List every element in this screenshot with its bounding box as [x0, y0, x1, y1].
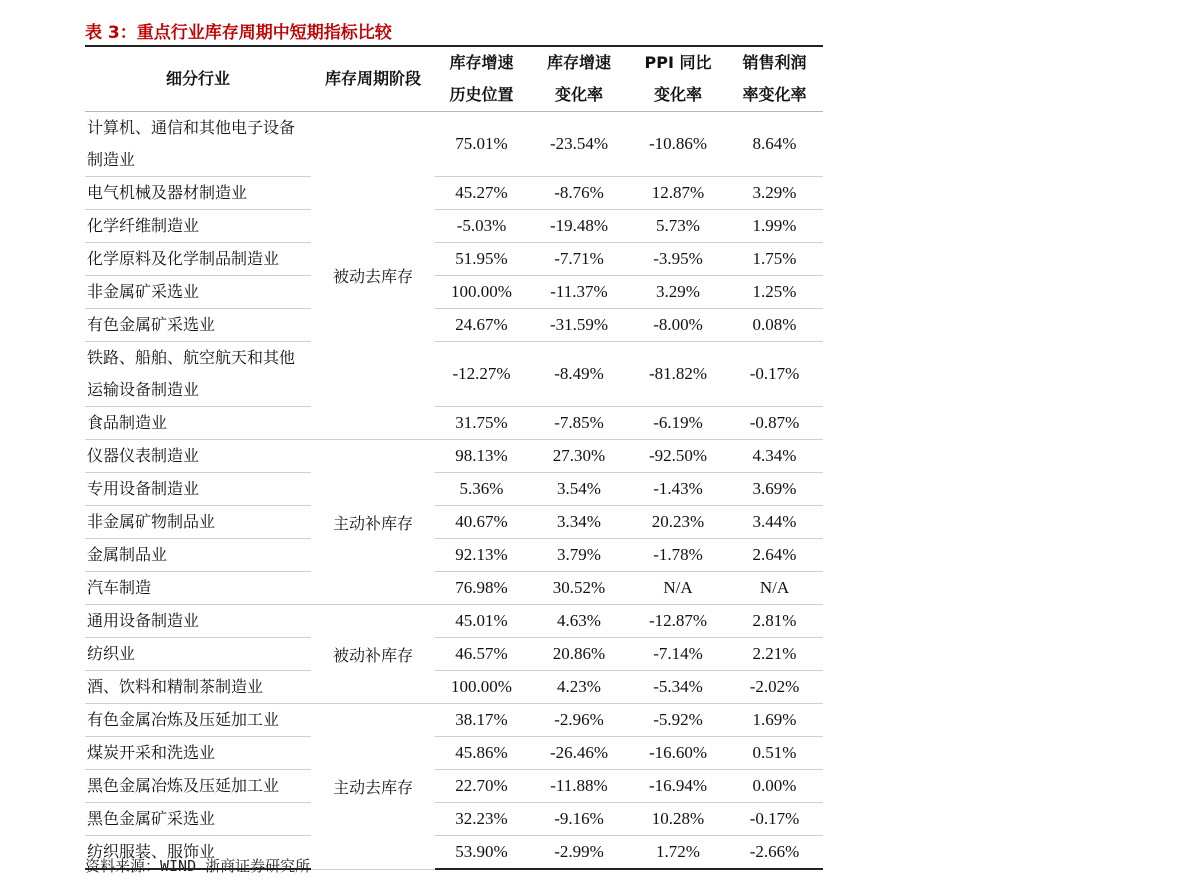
hist-position-cell: -12.27%: [435, 342, 528, 407]
margin-change-cell: 0.51%: [726, 737, 823, 770]
inventory-change-cell: 3.34%: [528, 506, 630, 539]
table-row: [85, 803, 823, 836]
industry-cell: 化学原料及化学制品制造业: [85, 243, 311, 276]
table-row: [85, 473, 823, 506]
industry-cell: 煤炭开采和洗选业: [85, 737, 311, 770]
margin-change-cell: 2.64%: [726, 539, 823, 572]
inventory-change-cell: -19.48%: [528, 210, 630, 243]
margin-change-cell: -0.17%: [726, 803, 823, 836]
margin-change-cell: 1.25%: [726, 276, 823, 309]
header-ppi-change: PPI 同比 变化率: [630, 46, 726, 112]
industry-cell: 铁路、船舶、航空航天和其他 运输设备制造业: [85, 342, 311, 407]
data-table-container: [85, 45, 823, 870]
hist-position-cell: 76.98%: [435, 572, 528, 605]
table-row: [85, 506, 823, 539]
margin-change-cell: 1.99%: [726, 210, 823, 243]
table-row: [85, 440, 823, 473]
industry-cell: 非金属矿采选业: [85, 276, 311, 309]
inventory-change-cell: -9.16%: [528, 803, 630, 836]
table-row: [85, 243, 823, 276]
ppi-change-cell: -5.92%: [630, 704, 726, 737]
inventory-change-cell: -11.88%: [528, 770, 630, 803]
margin-change-cell: -2.02%: [726, 671, 823, 704]
ppi-change-cell: -8.00%: [630, 309, 726, 342]
industry-cell: 金属制品业: [85, 539, 311, 572]
margin-change-cell: -2.66%: [726, 836, 823, 870]
ppi-change-cell: -7.14%: [630, 638, 726, 671]
industry-cell: 专用设备制造业: [85, 473, 311, 506]
hist-position-cell: 100.00%: [435, 671, 528, 704]
inventory-change-cell: 20.86%: [528, 638, 630, 671]
industry-cell: 有色金属冶炼及压延加工业: [85, 704, 311, 737]
hist-position-cell: 32.23%: [435, 803, 528, 836]
industry-cell: 化学纤维制造业: [85, 210, 311, 243]
table-row: [85, 638, 823, 671]
margin-change-cell: 3.29%: [726, 177, 823, 210]
hist-position-cell: 24.67%: [435, 309, 528, 342]
industry-cell: 非金属矿物制品业: [85, 506, 311, 539]
stage-cell: 主动去库存: [311, 704, 435, 870]
table-row: [85, 737, 823, 770]
hist-position-cell: 45.01%: [435, 605, 528, 638]
inventory-change-cell: 4.23%: [528, 671, 630, 704]
industry-cell: 汽车制造: [85, 572, 311, 605]
margin-change-cell: 3.44%: [726, 506, 823, 539]
ppi-change-cell: 10.28%: [630, 803, 726, 836]
industry-cell: 有色金属矿采选业: [85, 309, 311, 342]
hist-position-cell: 98.13%: [435, 440, 528, 473]
industry-cell: 计算机、通信和其他电子设备 制造业: [85, 112, 311, 177]
table-row: [85, 539, 823, 572]
table-row: [85, 671, 823, 704]
inventory-change-cell: 30.52%: [528, 572, 630, 605]
ppi-change-cell: -10.86%: [630, 112, 726, 177]
industry-cell: 黑色金属矿采选业: [85, 803, 311, 836]
header-hist-position: 库存增速 历史位置: [435, 46, 528, 112]
margin-change-cell: -0.87%: [726, 407, 823, 440]
ppi-change-cell: -16.60%: [630, 737, 726, 770]
ppi-change-cell: -16.94%: [630, 770, 726, 803]
inventory-change-cell: 3.79%: [528, 539, 630, 572]
margin-change-cell: 1.75%: [726, 243, 823, 276]
hist-position-cell: 31.75%: [435, 407, 528, 440]
source-note: 资料来源：WIND 浙商证券研究所: [85, 857, 311, 875]
ppi-change-cell: -3.95%: [630, 243, 726, 276]
table-row: [85, 112, 823, 177]
hist-position-cell: 92.13%: [435, 539, 528, 572]
ppi-change-cell: -1.78%: [630, 539, 726, 572]
table-row: [85, 210, 823, 243]
ppi-change-cell: 12.87%: [630, 177, 726, 210]
hist-position-cell: -5.03%: [435, 210, 528, 243]
ppi-change-cell: 5.73%: [630, 210, 726, 243]
hist-position-cell: 45.86%: [435, 737, 528, 770]
inventory-cycle-table: [85, 45, 823, 870]
hist-position-cell: 100.00%: [435, 276, 528, 309]
table-row: [85, 572, 823, 605]
margin-change-cell: -0.17%: [726, 342, 823, 407]
industry-cell: 食品制造业: [85, 407, 311, 440]
margin-change-cell: 0.08%: [726, 309, 823, 342]
hist-position-cell: 5.36%: [435, 473, 528, 506]
margin-change-cell: 2.21%: [726, 638, 823, 671]
hist-position-cell: 40.67%: [435, 506, 528, 539]
hist-position-cell: 53.90%: [435, 836, 528, 870]
table-row: [85, 309, 823, 342]
inventory-change-cell: -7.85%: [528, 407, 630, 440]
hist-position-cell: 46.57%: [435, 638, 528, 671]
stage-cell: 被动补库存: [311, 605, 435, 704]
stage-cell: 主动补库存: [311, 440, 435, 605]
inventory-change-cell: -7.71%: [528, 243, 630, 276]
header-stage: 库存周期阶段: [311, 46, 435, 112]
inventory-change-cell: 4.63%: [528, 605, 630, 638]
inventory-change-cell: -26.46%: [528, 737, 630, 770]
inventory-change-cell: 27.30%: [528, 440, 630, 473]
margin-change-cell: N/A: [726, 572, 823, 605]
header-row: [85, 46, 823, 112]
table-row: [85, 770, 823, 803]
header-margin-change: 销售利润 率变化率: [726, 46, 823, 112]
inventory-change-cell: -2.96%: [528, 704, 630, 737]
margin-change-cell: 3.69%: [726, 473, 823, 506]
ppi-change-cell: 20.23%: [630, 506, 726, 539]
industry-cell: 纺织业: [85, 638, 311, 671]
ppi-change-cell: -1.43%: [630, 473, 726, 506]
inventory-change-cell: -8.76%: [528, 177, 630, 210]
margin-change-cell: 8.64%: [726, 112, 823, 177]
inventory-change-cell: 3.54%: [528, 473, 630, 506]
ppi-change-cell: N/A: [630, 572, 726, 605]
header-inventory-change: 库存增速 变化率: [528, 46, 630, 112]
hist-position-cell: 45.27%: [435, 177, 528, 210]
table-row: [85, 342, 823, 407]
ppi-change-cell: -6.19%: [630, 407, 726, 440]
table-row: [85, 605, 823, 638]
ppi-change-cell: 1.72%: [630, 836, 726, 870]
industry-cell: 酒、饮料和精制茶制造业: [85, 671, 311, 704]
ppi-change-cell: -81.82%: [630, 342, 726, 407]
inventory-change-cell: -31.59%: [528, 309, 630, 342]
hist-position-cell: 75.01%: [435, 112, 528, 177]
industry-cell: 电气机械及器材制造业: [85, 177, 311, 210]
industry-cell: 黑色金属冶炼及压延加工业: [85, 770, 311, 803]
inventory-change-cell: -2.99%: [528, 836, 630, 870]
hist-position-cell: 22.70%: [435, 770, 528, 803]
margin-change-cell: 0.00%: [726, 770, 823, 803]
table-row: [85, 276, 823, 309]
hist-position-cell: 38.17%: [435, 704, 528, 737]
table-row: [85, 177, 823, 210]
inventory-change-cell: -11.37%: [528, 276, 630, 309]
table-row: [85, 704, 823, 737]
inventory-change-cell: -23.54%: [528, 112, 630, 177]
inventory-change-cell: -8.49%: [528, 342, 630, 407]
ppi-change-cell: -92.50%: [630, 440, 726, 473]
table-row: [85, 407, 823, 440]
header-industry: 细分行业: [85, 46, 311, 112]
table-title: 表 3：重点行业库存周期中短期指标比较: [85, 23, 392, 43]
ppi-change-cell: -12.87%: [630, 605, 726, 638]
ppi-change-cell: 3.29%: [630, 276, 726, 309]
industry-cell: 纺织服装、服饰业: [85, 836, 311, 870]
industry-cell: 通用设备制造业: [85, 605, 311, 638]
table-body: [85, 112, 823, 870]
margin-change-cell: 2.81%: [726, 605, 823, 638]
hist-position-cell: 51.95%: [435, 243, 528, 276]
industry-cell: 仪器仪表制造业: [85, 440, 311, 473]
margin-change-cell: 1.69%: [726, 704, 823, 737]
ppi-change-cell: -5.34%: [630, 671, 726, 704]
stage-cell: 被动去库存: [311, 112, 435, 440]
margin-change-cell: 4.34%: [726, 440, 823, 473]
